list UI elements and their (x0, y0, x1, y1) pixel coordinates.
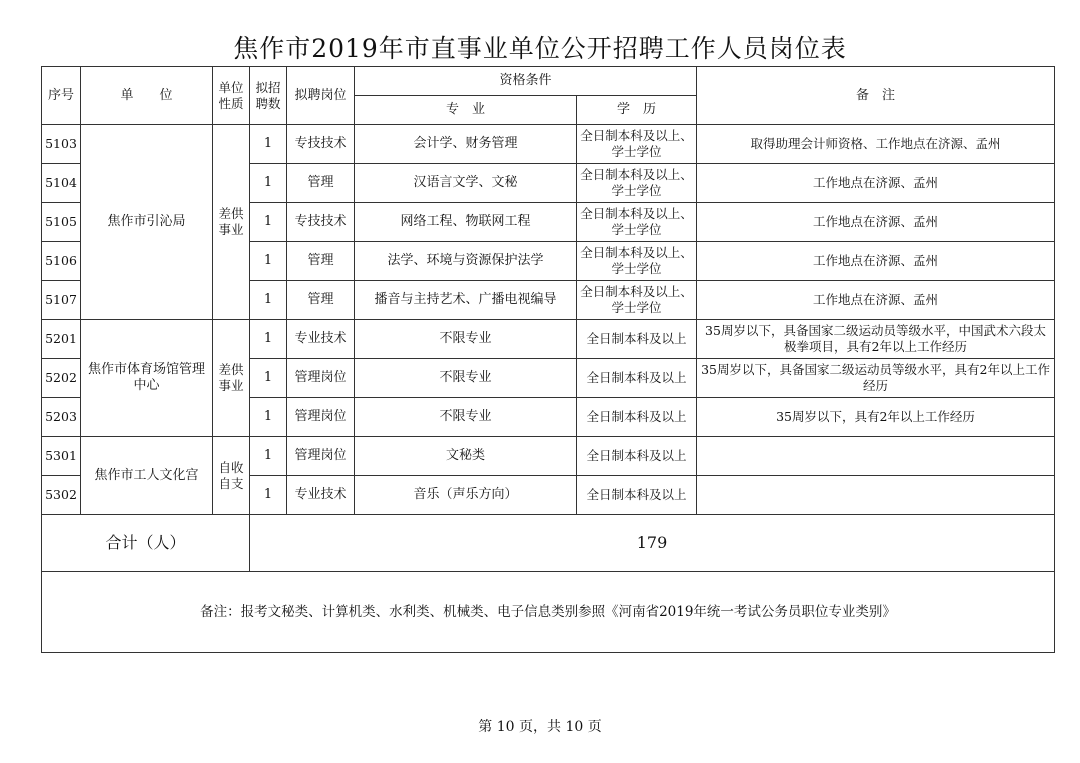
row-code: 5106 (42, 242, 81, 281)
remark-text: 备注：报考文秘类、计算机类、水利类、机械类、电子信息类别参照《河南省2019年统一考试公务员职位专业类别》 (42, 572, 1055, 653)
page-title: 焦作市2019年市直事业单位公开招聘工作人员岗位表 (233, 34, 847, 63)
row-code: 5301 (42, 437, 81, 476)
header-count: 拟招聘数 (250, 67, 287, 125)
row-position: 专技技术 (287, 203, 355, 242)
unit-name: 焦作市引沁局 (81, 125, 213, 320)
row-education: 全日制本科及以上 (577, 359, 697, 398)
row-education: 全日制本科及以上 (577, 437, 697, 476)
row-education: 全日制本科及以上、学士学位 (577, 125, 697, 164)
row-count: 1 (250, 164, 287, 203)
row-position: 管理 (287, 281, 355, 320)
row-major: 会计学、财务管理 (355, 125, 577, 164)
row-position: 管理 (287, 242, 355, 281)
row-note: 取得助理会计师资格、工作地点在济源、孟州 (697, 125, 1055, 164)
row-major: 不限专业 (355, 398, 577, 437)
row-major: 文秘类 (355, 437, 577, 476)
header-unit: 单 位 (81, 67, 213, 125)
row-note: 工作地点在济源、孟州 (697, 164, 1055, 203)
unit-nature: 差供事业 (213, 320, 250, 437)
row-note: 35周岁以下，具有2年以上工作经历 (697, 398, 1055, 437)
row-education: 全日制本科及以上 (577, 476, 697, 515)
table-row (42, 125, 1055, 164)
page-footer: 第 10 页，共 10 页 (478, 719, 602, 735)
row-education: 全日制本科及以上 (577, 320, 697, 359)
row-note: 工作地点在济源、孟州 (697, 281, 1055, 320)
row-education: 全日制本科及以上、学士学位 (577, 164, 697, 203)
row-major: 汉语言文学、文秘 (355, 164, 577, 203)
unit-name: 焦作市体育场馆管理中心 (81, 320, 213, 437)
row-education: 全日制本科及以上、学士学位 (577, 242, 697, 281)
row-education: 全日制本科及以上、学士学位 (577, 203, 697, 242)
row-major: 不限专业 (355, 359, 577, 398)
header-position: 拟聘岗位 (287, 67, 355, 125)
row-major: 法学、环境与资源保护法学 (355, 242, 577, 281)
row-position: 专业技术 (287, 476, 355, 515)
table-row (42, 437, 1055, 476)
row-count: 1 (250, 125, 287, 164)
header-remarks: 备 注 (697, 67, 1055, 125)
total-label: 合计（人） (42, 515, 250, 572)
header-education: 学 历 (577, 96, 697, 125)
row-position: 专业技术 (287, 320, 355, 359)
row-note (697, 476, 1055, 515)
row-major: 播音与主持艺术、广播电视编导 (355, 281, 577, 320)
header-qualifications: 资格条件 (355, 67, 697, 96)
row-count: 1 (250, 437, 287, 476)
row-major: 音乐（声乐方向） (355, 476, 577, 515)
unit-nature: 差供事业 (213, 125, 250, 320)
row-code: 5107 (42, 281, 81, 320)
row-note: 35周岁以下，具备国家二级运动员等级水平，中国武术六段太极拳项目，具有2年以上工作经历 (697, 320, 1055, 359)
row-count: 1 (250, 242, 287, 281)
row-code: 5203 (42, 398, 81, 437)
row-count: 1 (250, 359, 287, 398)
header-unit-nature: 单位性质 (213, 67, 250, 125)
row-position: 管理岗位 (287, 437, 355, 476)
row-code: 5202 (42, 359, 81, 398)
position-table (41, 66, 1055, 653)
row-position: 专技技术 (287, 125, 355, 164)
row-major: 不限专业 (355, 320, 577, 359)
row-count: 1 (250, 203, 287, 242)
header-major: 专 业 (355, 96, 577, 125)
row-education: 全日制本科及以上 (577, 398, 697, 437)
row-count: 1 (250, 281, 287, 320)
row-note: 工作地点在济源、孟州 (697, 242, 1055, 281)
row-position: 管理岗位 (287, 359, 355, 398)
total-row (42, 515, 1055, 572)
row-position: 管理岗位 (287, 398, 355, 437)
row-code: 5104 (42, 164, 81, 203)
row-major: 网络工程、物联网工程 (355, 203, 577, 242)
row-code: 5302 (42, 476, 81, 515)
row-education: 全日制本科及以上、学士学位 (577, 281, 697, 320)
row-note (697, 437, 1055, 476)
remark-row (42, 572, 1055, 653)
total-value: 179 (250, 515, 1055, 572)
row-code: 5103 (42, 125, 81, 164)
row-note: 35周岁以下，具备国家二级运动员等级水平，具有2年以上工作经历 (697, 359, 1055, 398)
row-code: 5105 (42, 203, 81, 242)
unit-name: 焦作市工人文化宫 (81, 437, 213, 515)
row-count: 1 (250, 398, 287, 437)
row-count: 1 (250, 476, 287, 515)
row-count: 1 (250, 320, 287, 359)
header-row-1 (42, 67, 1055, 96)
unit-nature: 自收自支 (213, 437, 250, 515)
row-note: 工作地点在济源、孟州 (697, 203, 1055, 242)
row-code: 5201 (42, 320, 81, 359)
row-position: 管理 (287, 164, 355, 203)
table-row (42, 320, 1055, 359)
header-seq: 序号 (42, 67, 81, 125)
